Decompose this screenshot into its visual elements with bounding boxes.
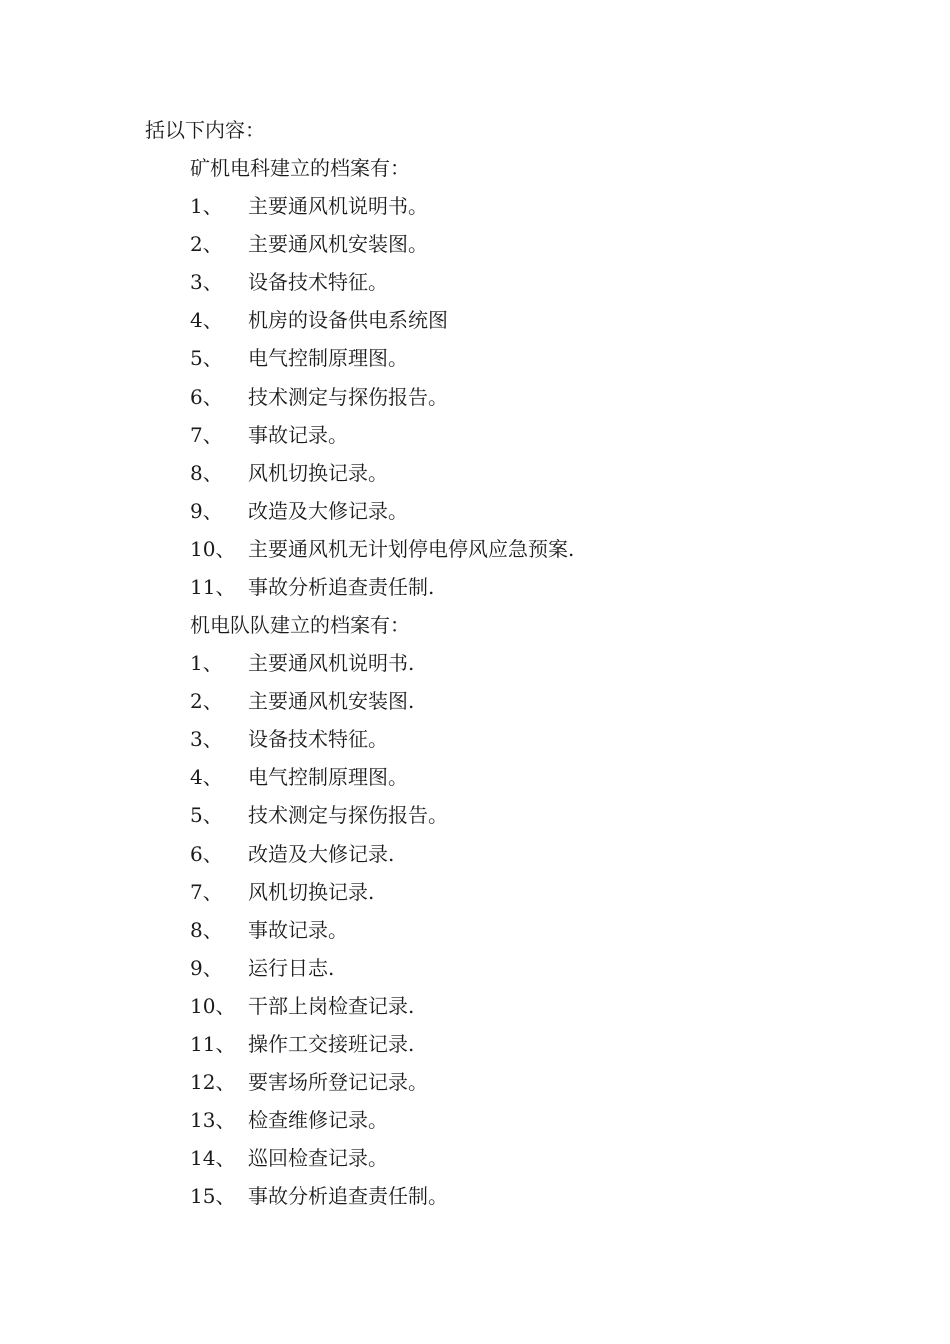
list-item-number: 2、 (190, 232, 223, 257)
list-item (0, 301, 950, 339)
list-item-number: 6、 (190, 841, 223, 866)
list-item (0, 873, 950, 911)
list-item-number: 9、 (190, 498, 223, 523)
list-item (0, 187, 950, 225)
list-item (0, 1139, 950, 1177)
list-item-number: 3、 (190, 270, 223, 295)
list-item-text: 事故记录。 (248, 422, 348, 447)
list-item-text: 主要通风机说明书。 (248, 194, 428, 218)
list-item-text: 运行日志. (248, 955, 335, 980)
list-item-number: 5、 (190, 803, 223, 828)
list-item-text: 主要通风机安装图。 (248, 232, 428, 257)
list-item-number: 5、 (190, 346, 223, 371)
list-item (0, 263, 950, 301)
list-item-text: 电气控制原理图。 (248, 346, 408, 371)
list-item-number: 11、 (190, 1032, 236, 1056)
list-item-number: 4、 (190, 308, 223, 333)
list-item (0, 1063, 950, 1101)
list-item (0, 225, 950, 263)
list-item (0, 1101, 950, 1139)
list-item-number: 8、 (190, 917, 223, 942)
list-item-number: 10、 (190, 993, 236, 1018)
list-item (0, 949, 950, 987)
list-item-text: 设备技术特征。 (248, 270, 388, 295)
list-item (0, 987, 950, 1025)
list-item (0, 454, 950, 492)
list-item-text: 事故分析追查责任制。 (248, 1184, 448, 1209)
list-item (0, 720, 950, 758)
list-item (0, 911, 950, 949)
list-item-number: 12、 (190, 1070, 236, 1095)
list-item-text: 检查维修记录。 (248, 1108, 388, 1133)
list-item (0, 644, 950, 682)
list-item-number: 15、 (190, 1184, 236, 1209)
list-item (0, 682, 950, 720)
list-item-text: 干部上岗检查记录. (248, 993, 415, 1018)
list-item (0, 530, 950, 568)
list-item-text: 技术测定与探伤报告。 (248, 384, 448, 409)
intro-text: 括以下内容： (145, 118, 265, 142)
list-item (0, 835, 950, 873)
list-item (0, 568, 950, 606)
list-item-number: 2、 (190, 689, 223, 714)
list-item-number: 9、 (190, 955, 223, 980)
list-item-number: 7、 (190, 879, 223, 904)
list-item-text: 事故记录。 (248, 917, 348, 942)
list-item-number: 8、 (190, 460, 223, 485)
list-item-number: 1、 (190, 194, 223, 218)
list-item-number: 4、 (190, 765, 223, 790)
list-item-text: 要害场所登记记录。 (248, 1070, 428, 1095)
list-item-text: 改造及大修记录. (248, 841, 395, 866)
list-item (0, 1177, 950, 1215)
list-item-text: 设备技术特征。 (248, 727, 388, 752)
list-item-text: 风机切换记录. (248, 879, 375, 904)
list-item-text: 技术测定与探伤报告。 (248, 803, 448, 828)
list-item-number: 7、 (190, 422, 223, 447)
list-item-text: 主要通风机说明书. (248, 651, 415, 675)
list-item (0, 416, 950, 454)
list-item (0, 796, 950, 834)
list-item-number: 14、 (190, 1146, 236, 1171)
list-item-text: 风机切换记录。 (248, 460, 388, 485)
list-item-number: 6、 (190, 384, 223, 409)
list-item-number: 1、 (190, 651, 223, 675)
list-item (0, 758, 950, 796)
list-item-text: 巡回检查记录。 (248, 1146, 388, 1171)
list-item-text: 主要通风机无计划停电停风应急预案. (248, 536, 575, 561)
list-item-text: 电气控制原理图。 (248, 765, 408, 790)
list-item (0, 378, 950, 416)
list-item-text: 操作工交接班记录. (248, 1032, 415, 1056)
list-item-number: 3、 (190, 727, 223, 752)
list-item-text: 主要通风机安装图. (248, 689, 415, 714)
list-item-number: 10、 (190, 536, 236, 561)
list-item (0, 492, 950, 530)
list-item (0, 1025, 950, 1063)
section1-heading: 矿机电科建立的档案有： (190, 156, 410, 180)
list-item-text: 事故分析追查责任制. (248, 575, 435, 599)
list-item-number: 13、 (190, 1108, 236, 1133)
list-item-number: 11、 (190, 575, 236, 599)
list-item (0, 339, 950, 377)
list-item-text: 改造及大修记录。 (248, 498, 408, 523)
section2-heading: 机电队队建立的档案有： (190, 613, 410, 637)
list-item-text: 机房的设备供电系统图 (248, 308, 448, 333)
